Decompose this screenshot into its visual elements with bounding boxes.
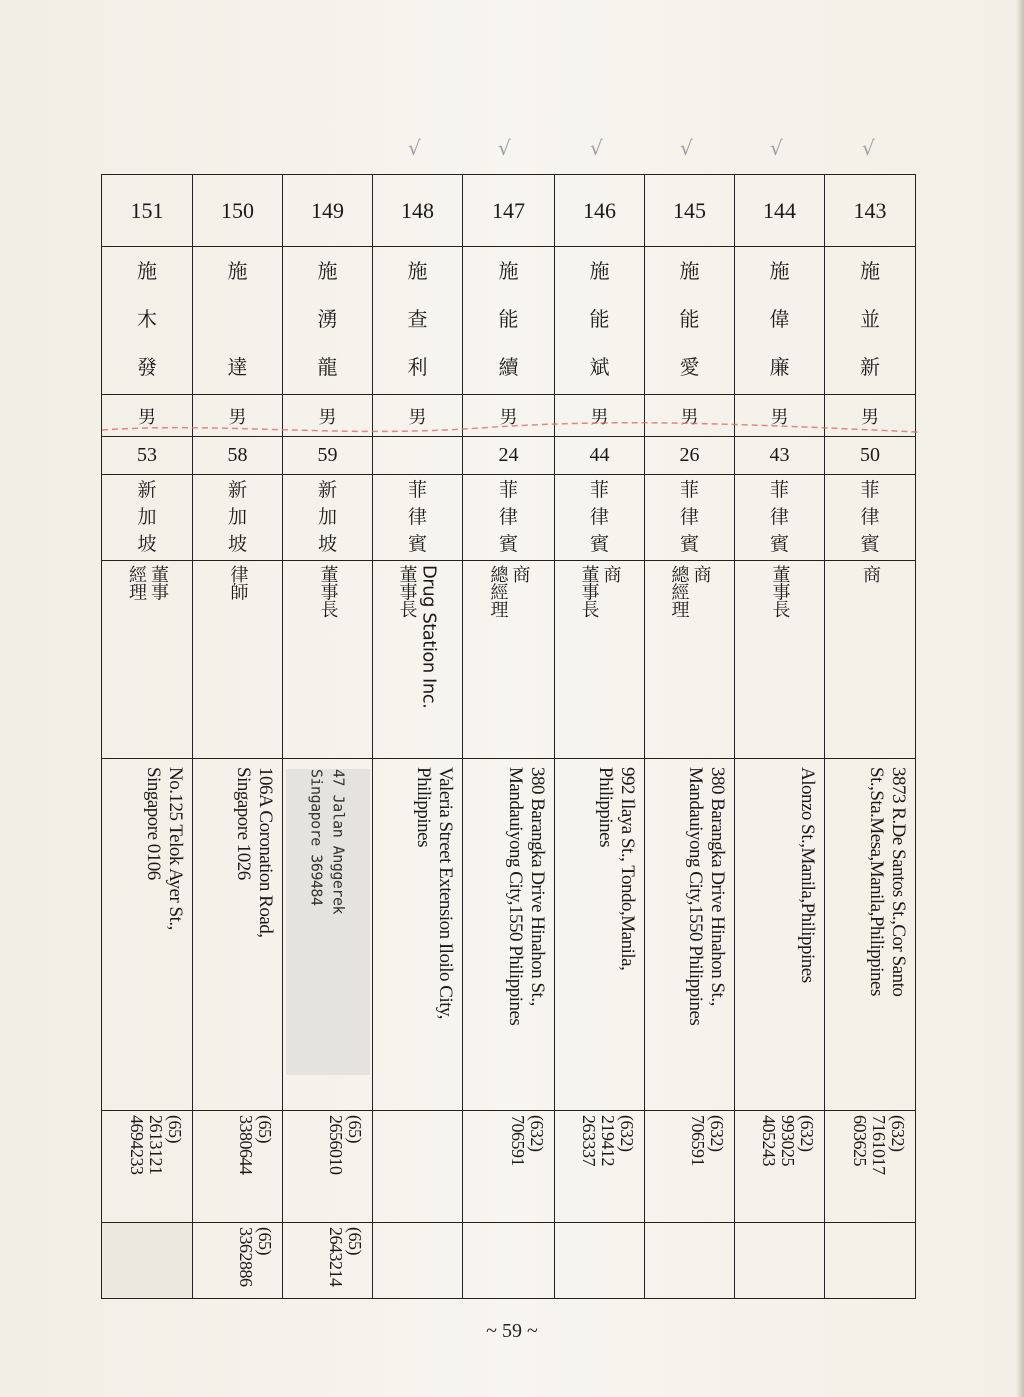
member-nationality <box>193 475 283 561</box>
name-char: 查 <box>407 307 428 331</box>
member-nationality <box>735 475 825 561</box>
title-text: 商 總經理 <box>487 565 531 618</box>
member-phone-2 <box>825 1223 916 1299</box>
member-name <box>102 247 193 395</box>
member-phone-2 <box>193 1223 283 1299</box>
name-row <box>102 247 916 395</box>
member-title <box>102 561 193 759</box>
entry-number: 150 <box>193 175 283 247</box>
member-phone <box>193 1111 283 1223</box>
phone-text: (632) 993025 405243 <box>759 1115 817 1166</box>
name-char: 廉 <box>769 355 790 379</box>
nationality-char: 賓 <box>407 533 427 555</box>
member-gender: 男 <box>373 395 463 437</box>
pasted-address-label <box>286 769 370 1075</box>
member-age: 58 <box>193 437 283 475</box>
phone-text: (632) 7161017 603625 <box>850 1115 908 1175</box>
nationality-char: 菲 <box>679 479 699 501</box>
name-char: 施 <box>769 259 790 283</box>
name-char: 施 <box>860 259 880 283</box>
phone-text: (65) 2613121 4694233 <box>127 1115 185 1175</box>
member-phone <box>373 1111 463 1223</box>
address-text: 380 Barangka Drive Hinahon St., Mandauiyong City,1550 Philippines <box>505 767 548 1026</box>
title-text: 董事 經理 <box>126 565 169 600</box>
member-name <box>193 247 283 395</box>
member-phone-2 <box>283 1223 373 1299</box>
check-mark: √ <box>770 136 783 160</box>
entry-number: 145 <box>645 175 735 247</box>
name-char: 能 <box>589 307 610 331</box>
phone-text: (632) 219412 263337 <box>579 1115 637 1166</box>
member-age: 24 <box>463 437 555 475</box>
member-name <box>735 247 825 395</box>
member-name <box>555 247 645 395</box>
member-phone <box>283 1111 373 1223</box>
title-text: 商 總經理 <box>668 565 712 618</box>
member-age: 43 <box>735 437 825 475</box>
member-gender: 男 <box>102 395 193 437</box>
name-char: 龍 <box>317 355 338 379</box>
phone-text: (65) 2656010 <box>326 1115 365 1175</box>
member-phone-2 <box>102 1223 193 1299</box>
member-title <box>283 561 373 759</box>
phone1-row <box>102 1111 916 1223</box>
entry-number: 146 <box>555 175 645 247</box>
address-text: No.125 Telok Ayer St., Singapore 0106 <box>143 767 186 930</box>
member-gender: 男 <box>193 395 283 437</box>
nationality-char: 坡 <box>317 533 337 555</box>
name-char: 能 <box>679 307 700 331</box>
address-text: 380 Barangka Drive Hinahon St., Mandauiyong City,1550 Philippines <box>685 767 728 1026</box>
name-char: 施 <box>137 259 157 283</box>
member-title <box>645 561 735 759</box>
name-char: 施 <box>679 259 700 283</box>
member-name <box>463 247 555 395</box>
member-nationality <box>825 475 916 561</box>
check-marks <box>400 136 900 176</box>
nationality-char: 律 <box>589 506 609 528</box>
member-title <box>825 561 916 759</box>
name-char: 施 <box>317 259 338 283</box>
check-mark: √ <box>498 136 511 160</box>
nationality-char: 菲 <box>407 479 427 501</box>
member-nationality <box>102 475 193 561</box>
title-text: 董事長 <box>769 565 791 618</box>
member-name <box>825 247 916 395</box>
member-phone-2 <box>463 1223 555 1299</box>
title-text: 律師 <box>227 565 249 600</box>
nationality-char: 坡 <box>227 533 247 555</box>
member-name <box>645 247 735 395</box>
member-nationality <box>463 475 555 561</box>
name-char: 湧 <box>317 307 338 331</box>
member-gender: 男 <box>735 395 825 437</box>
nationality-char: 律 <box>769 506 789 528</box>
title-text: 董事長 <box>317 565 339 618</box>
name-char: 續 <box>498 355 519 379</box>
member-phone-2 <box>373 1223 463 1299</box>
entry-number: 147 <box>463 175 555 247</box>
nationality-char: 菲 <box>498 479 518 501</box>
member-title <box>735 561 825 759</box>
name-char: 發 <box>137 355 157 379</box>
member-title <box>193 561 283 759</box>
title-text: 商 董事長 <box>578 565 622 618</box>
member-phone-2 <box>555 1223 645 1299</box>
member-phone <box>102 1111 193 1223</box>
address-text: 992 Ilaya St., Tondo,Manila, Philippines <box>595 767 638 971</box>
entry-number: 149 <box>283 175 373 247</box>
check-mark: √ <box>408 136 421 160</box>
member-phone <box>463 1111 555 1223</box>
member-address <box>193 759 283 1111</box>
entry-number: 148 <box>373 175 463 247</box>
nationality-char: 律 <box>679 506 699 528</box>
nationality-char: 賓 <box>769 533 789 555</box>
member-phone-2 <box>645 1223 735 1299</box>
member-age: 26 <box>645 437 735 475</box>
member-phone-2 <box>735 1223 825 1299</box>
name-char: 施 <box>227 259 248 283</box>
nationality-char: 加 <box>317 506 337 528</box>
address-text: 106A Coronation Road, Singapore 1026 <box>233 767 276 938</box>
name-char: 能 <box>498 307 519 331</box>
member-gender: 男 <box>645 395 735 437</box>
member-address <box>463 759 555 1111</box>
check-mark: √ <box>680 136 693 160</box>
name-char: 偉 <box>769 307 790 331</box>
number-row <box>102 175 916 247</box>
nationality-char: 加 <box>227 506 247 528</box>
nationality-char: 新 <box>137 479 157 501</box>
nationality-char: 賓 <box>860 533 880 555</box>
page-number: ~ 59 ~ <box>486 1320 538 1342</box>
member-nationality <box>645 475 735 561</box>
phone-text: (632) 706591 <box>508 1115 547 1166</box>
member-name <box>283 247 373 395</box>
entry-number: 144 <box>735 175 825 247</box>
member-table <box>101 174 916 1299</box>
member-age: 50 <box>825 437 916 475</box>
name-char: 愛 <box>679 355 700 379</box>
phone-text: (632) 706591 <box>688 1115 727 1166</box>
page-edge-shadow <box>1016 0 1024 1397</box>
name-char <box>193 295 282 343</box>
name-char: 木 <box>137 307 157 331</box>
title-row <box>102 561 916 759</box>
address-row <box>102 759 916 1111</box>
nationality-char: 賓 <box>498 533 518 555</box>
member-title <box>463 561 555 759</box>
member-age <box>373 437 463 475</box>
member-address <box>373 759 463 1111</box>
phone2-row <box>102 1223 916 1299</box>
nationality-char: 賓 <box>589 533 609 555</box>
title-text: 商 <box>860 565 881 583</box>
age-row <box>102 437 916 475</box>
member-title <box>555 561 645 759</box>
nationality-char: 坡 <box>137 533 157 555</box>
nationality-char: 新 <box>227 479 247 501</box>
title-text: Drug Station Inc. 董事長 <box>396 565 440 709</box>
member-gender: 男 <box>825 395 916 437</box>
name-char: 施 <box>498 259 519 283</box>
nationality-char: 律 <box>860 506 880 528</box>
address-text: 47 Jalan Anggerek Singapore 369484 <box>307 769 348 915</box>
member-phone <box>645 1111 735 1223</box>
member-address <box>825 759 916 1111</box>
nationality-char: 菲 <box>589 479 609 501</box>
phone-text: (65) 3362886 <box>236 1227 275 1287</box>
phone-text: (65) 2643214 <box>326 1227 365 1287</box>
name-char: 新 <box>860 355 880 379</box>
member-age: 59 <box>283 437 373 475</box>
member-age: 44 <box>555 437 645 475</box>
member-address <box>735 759 825 1111</box>
nationality-char: 律 <box>498 506 518 528</box>
member-gender: 男 <box>463 395 555 437</box>
name-char: 施 <box>407 259 428 283</box>
check-mark: √ <box>590 136 603 160</box>
nationality-row <box>102 475 916 561</box>
address-text: Alonzo St.,Manila,Philippines <box>797 767 818 983</box>
nationality-char: 菲 <box>769 479 789 501</box>
member-title <box>373 561 463 759</box>
member-nationality <box>373 475 463 561</box>
entry-number: 143 <box>825 175 916 247</box>
nationality-char: 加 <box>137 506 157 528</box>
name-char: 利 <box>407 355 428 379</box>
nationality-char: 菲 <box>860 479 880 501</box>
member-nationality <box>555 475 645 561</box>
member-name <box>373 247 463 395</box>
address-text: Valeria Street Extension Iloilo City, Philippines <box>413 767 456 1020</box>
name-char: 並 <box>860 307 880 331</box>
entry-number: 151 <box>102 175 193 247</box>
member-gender: 男 <box>555 395 645 437</box>
member-phone <box>735 1111 825 1223</box>
member-phone <box>825 1111 916 1223</box>
phone-text: (65) 3380644 <box>236 1115 275 1175</box>
member-phone <box>555 1111 645 1223</box>
member-address <box>645 759 735 1111</box>
member-address <box>102 759 193 1111</box>
check-mark: √ <box>862 136 875 160</box>
member-age: 53 <box>102 437 193 475</box>
address-text: 3873 R.De Santos St.,Cor Santo St.,Sta.Mesa,Manila,Philippines <box>866 767 909 997</box>
name-char: 達 <box>227 355 248 379</box>
gender-row <box>102 395 916 437</box>
member-address <box>283 759 373 1111</box>
nationality-char: 新 <box>317 479 337 501</box>
nationality-char: 賓 <box>679 533 699 555</box>
name-char: 斌 <box>589 355 610 379</box>
nationality-char: 律 <box>407 506 427 528</box>
member-nationality <box>283 475 373 561</box>
member-gender: 男 <box>283 395 373 437</box>
name-char: 施 <box>589 259 610 283</box>
member-address <box>555 759 645 1111</box>
